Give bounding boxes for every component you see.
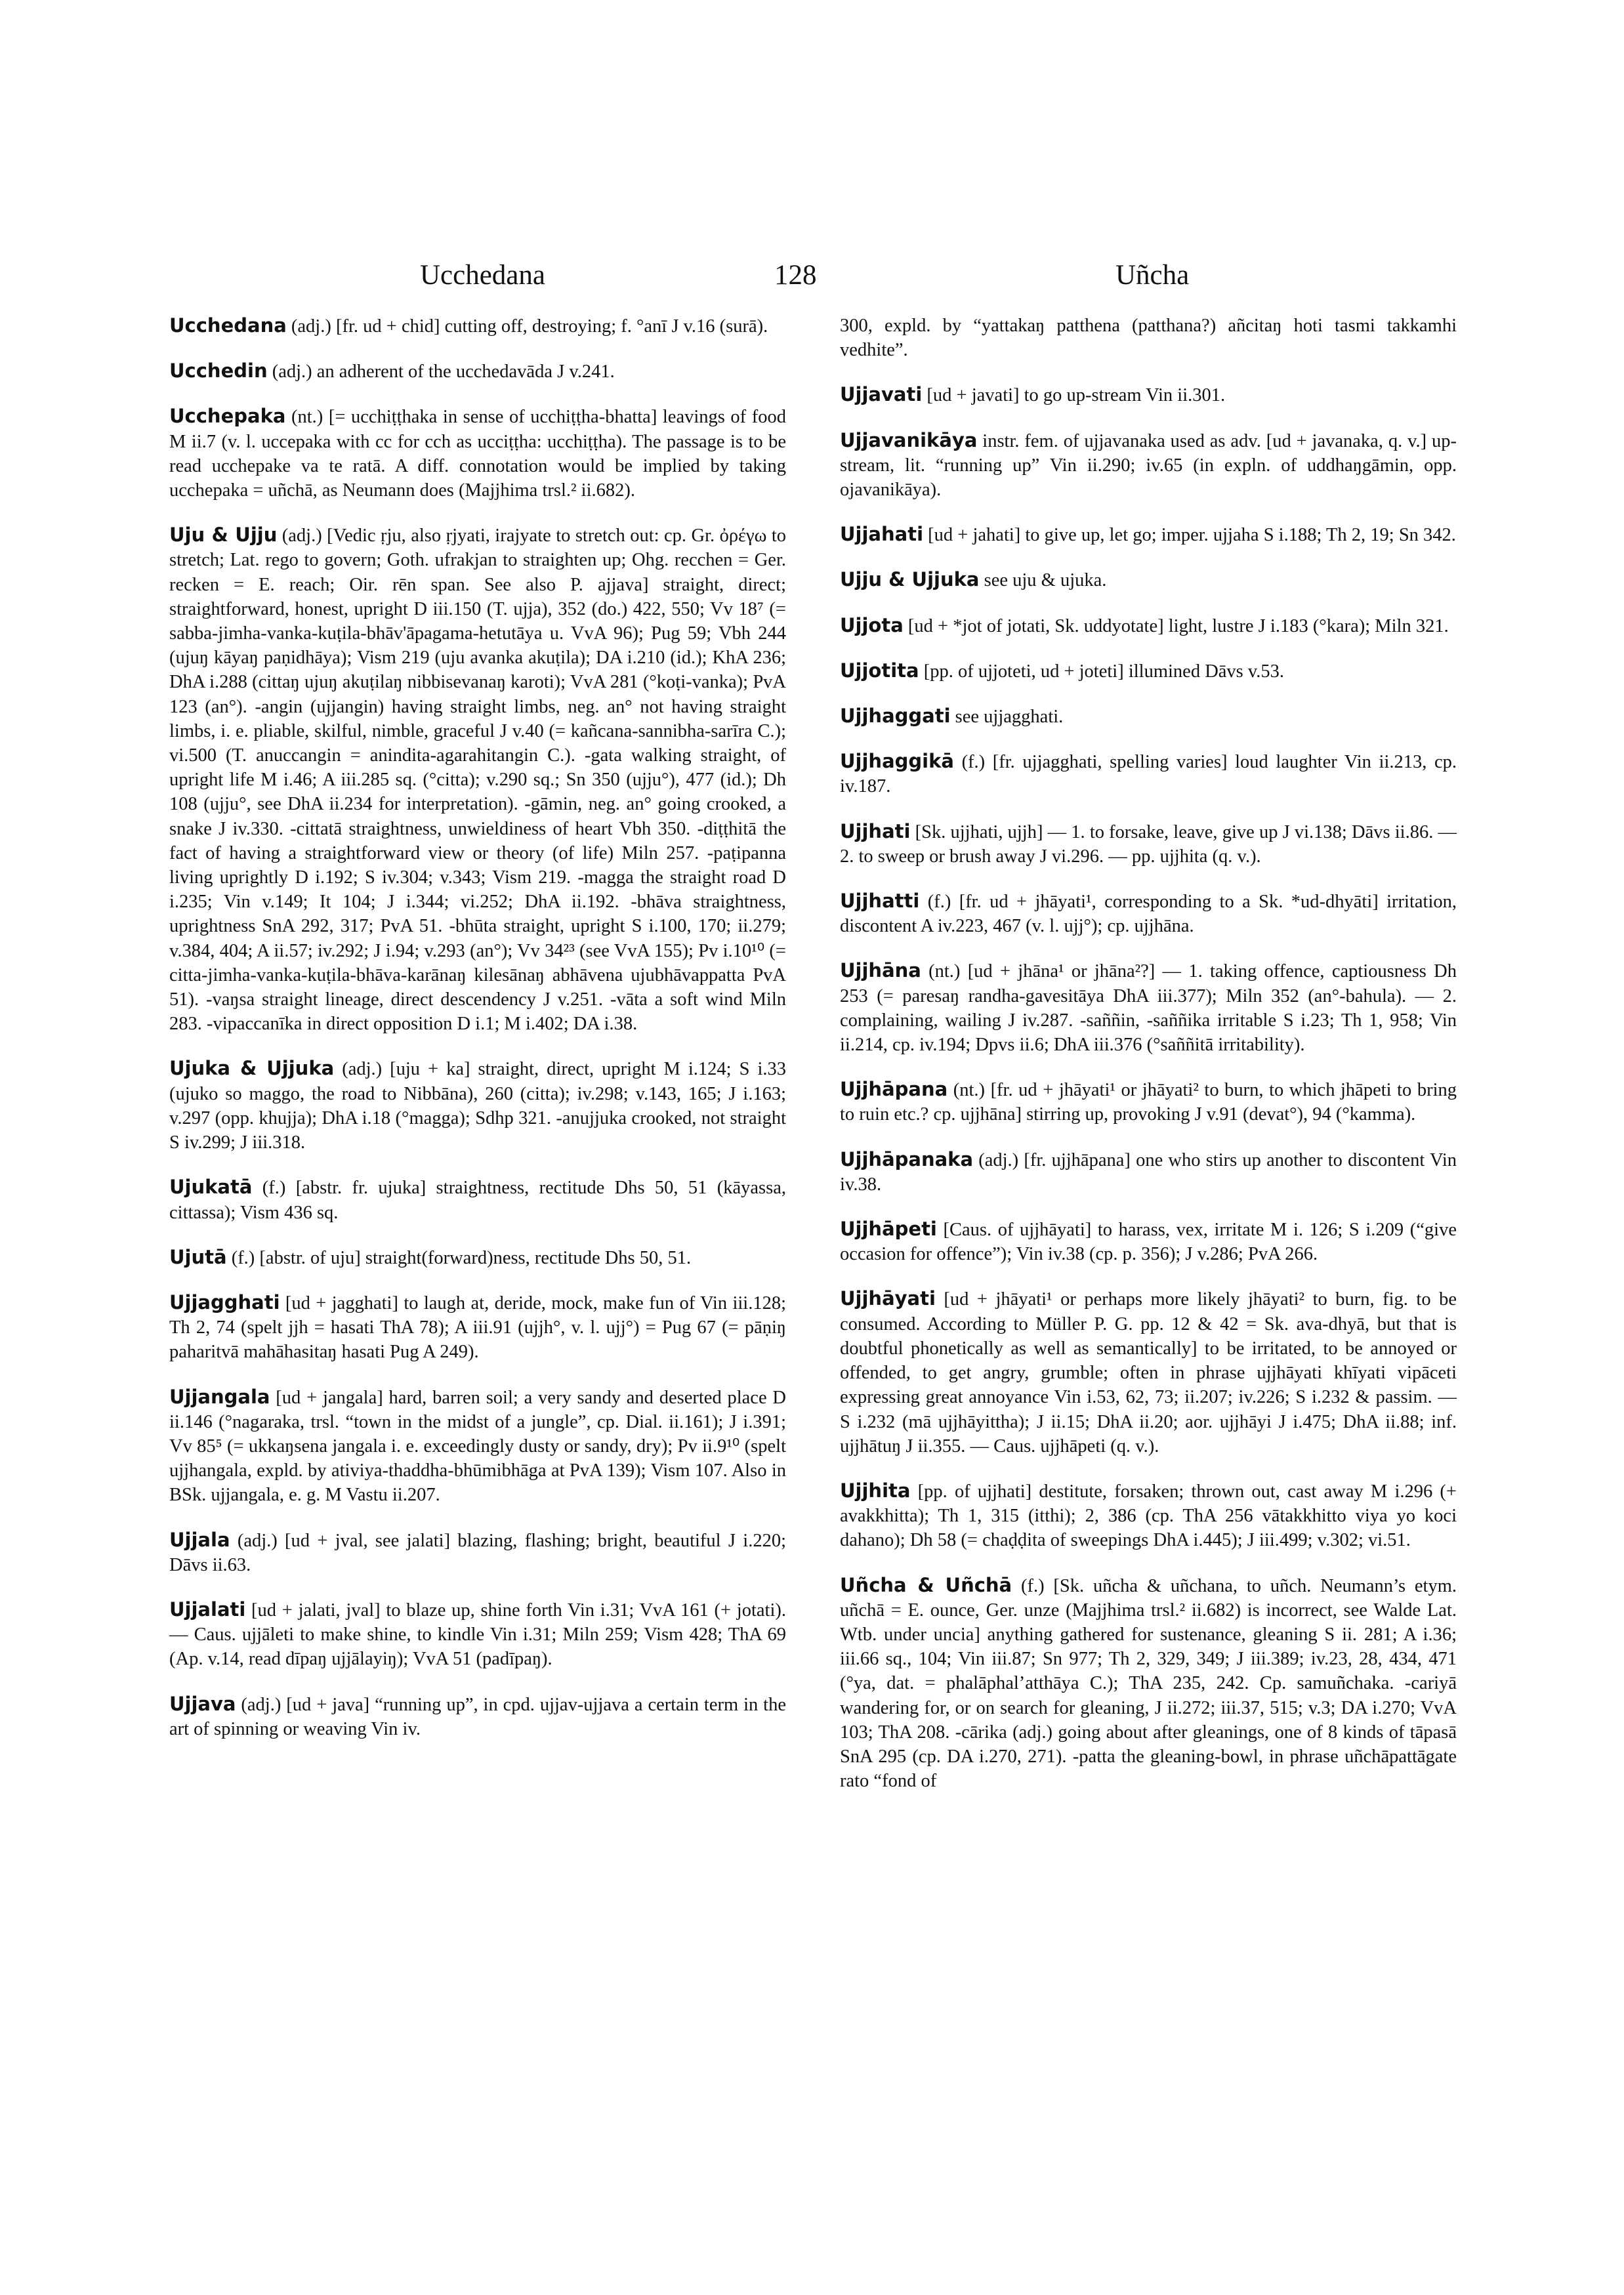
entry <box>840 959 1457 1057</box>
entry-body: (nt.) [ud + jhāna¹ or jhāna²?] — 1. taking offence, captiousness Dh 253 (= paresaŋ randha-gavesitāya DhA iii.377); Miln 352 (an°-bahula). — 2. complaining, wailing J iv.287. -saññin, -saññika irritable S i.23; Th 1, 958; Vin ii.214, cp. iv.194; Dpvs ii.6; DhA iii.376 (°saññitā irritability). <box>840 961 1457 1056</box>
entry <box>840 704 1457 729</box>
entry <box>169 1692 786 1741</box>
headword: Ujjhāpeti <box>840 1218 937 1241</box>
headword: Ujukatā <box>169 1176 253 1199</box>
entry-body: [ud + jahati] to give up, let go; imper. ujjaha S i.188; Th 2, 19; Sn 342. <box>923 525 1456 546</box>
headword: Ujjota <box>840 613 904 636</box>
headword: Ujjhatti <box>840 890 920 913</box>
entry-body: (nt.) [= ucchiṭṭhaka in sense of ucchiṭṭha-bhatta] leavings of food M ii.7 (v. l. uccepaka with cc for cch as ucciṭṭha: ucchiṭṭha). The passage is to be read ucchepake va te ratā. A diff. connotation would be implied by taking ucchepaka = uñchā, as Neumann does (Majjhima trsl.² ii.682). <box>169 407 786 501</box>
entry-body: (f.) [fr. ujjagghati, spelling varies] loud laughter Vin ii.213, cp. iv.187. <box>840 752 1457 797</box>
entry-continuation <box>840 314 1457 362</box>
entry-body: (adj.) [ud + jval, see jalati] blazing, flashing; bright, beautiful J i.220; Dāvs ii.63. <box>169 1530 786 1575</box>
entry <box>840 613 1457 638</box>
entry <box>169 1598 786 1672</box>
headword: Ujjavati <box>840 383 923 406</box>
entry <box>169 523 786 1036</box>
headword: Ujjagghati <box>169 1291 280 1313</box>
running-head-left: Ucchedana <box>420 260 545 291</box>
entry <box>840 428 1457 503</box>
entry-body: (f.) [Sk. uñcha & uñchana, to uñch. Neumann’s etym. uñchā = E. ounce, Ger. unze (Majjhima trsl.² ii.682) is incorrect, see Walde Lat. Wtb. under uncia] anything gathered for sustenance, gleaning S ii. 281; A i.36; iii.66 sq., 104; Vin iii.87; Sn 977; Th 2, 329, 349; J iii.389; iv.23, 28, 434, 471 (°ya, dat. = phalāphal’atthāya C.); ThA 235, 242. Cp. samuñchaka. -cariyā wandering for, or on search for gleaning, J ii.272; iii.37, 515; v.3; DA i.270; VvA 103; ThA 208. -cārika (adj.) going about after gleanings, one of 8 kinds of tāpasā SnA 295 (cp. DA i.270, 271). -patta the gleaning-bowl, in phrase uñchāpattāgate rato “fond of <box>840 1575 1457 1792</box>
entry-body: [Caus. of ujjhāyati] to harass, vex, irritate M i. 126; S i.209 (“give occasion for offence”); Vin iv.38 (cp. p. 356); J v.286; PvA 266. <box>840 1220 1457 1265</box>
entry <box>840 1077 1457 1127</box>
entry <box>840 382 1457 407</box>
headword: Uju & Ujju <box>169 524 278 547</box>
entry <box>169 1291 786 1365</box>
entry <box>840 1217 1457 1266</box>
entry-body: [pp. of ujjhati] destitute, forsaken; thrown out, cast away M i.296 (+ avakkhitta); Th 1, 315 (itthi); 2, 386 (cp. ThA 256 vātakkhitto viya yo koci dahano); Dh 58 (= chaḍḍita of sweepings DhA i.445); J iii.499; v.302; vi.51. <box>840 1481 1457 1551</box>
entry-body: (f.) [abstr. fr. ujuka] straightness, rectitude Dhs 50, 51 (kāyassa, cittassa); Vism 436 sq. <box>169 1178 786 1223</box>
entry-body: (f.) [fr. ud + jhāyati¹, corresponding to a Sk. *ud-dhyāti] irritation, discontent A iv.223, 467 (v. l. ujj°); cp. ujjhāna. <box>840 892 1457 937</box>
entry <box>169 1056 786 1155</box>
headword: Ujjala <box>169 1528 230 1551</box>
entry-body: [ud + jhāyati¹ or perhaps more likely jhāyati² to burn, fig. to be consumed. According to Müller P. G. pp. 12 & 42 = Sk. ava-dhyā, but that is doubtful phonetically as well as semantically] to be irritated, to be annoyed or offended, to get angry, grumble; often in phrase ujjhāyati khīyati vipāceti expressing great annoyance Vin i.53, 62, 73; ii.207; iv.226; S i.232 & passim. — S i.232 (mā ujjhāyittha); J ii.15; DhA ii.20; aor. ujjhāyi J i.475; DhA ii.88; inf. ujjhātuŋ J ii.355. — Caus. ujjhāpeti (q. v.). <box>840 1289 1457 1457</box>
entry-body: (f.) [abstr. of uju] straight(forward)ness, rectitude Dhs 50, 51. <box>226 1247 692 1268</box>
entry <box>840 749 1457 798</box>
entry-body: (adj.) [uju + ka] straight, direct, upright M i.124; S i.33 (ujuko so maggo, the road to Nibbāna), 260 (citta); iv.298; v.143, 165; J i.163; v.297 (opp. khujja); DhA i.18 (°magga); Sdhp 321. -anujjuka crooked, not straight S iv.299; J iii.318. <box>169 1059 787 1153</box>
headword: Ujju & Ujjuka <box>840 568 980 591</box>
entry <box>840 1479 1457 1553</box>
entry-body: [ud + jagghati] to laugh at, deride, mock, make fun of Vin iii.128; Th 2, 74 (spelt jjh = hasati ThA 78); A iii.91 (ujjh°, v. l. ujj°) = Pug 67 (= pāṇiŋ paharitvā mahāhasitaŋ hasati Pug A 249). <box>169 1292 786 1363</box>
headword: Ujjavanikāya <box>840 428 978 451</box>
entry-body: [pp. of ujjoteti, ud + joteti] illumined Dāvs v.53. <box>919 661 1285 682</box>
entry-body: (adj.) [ud + java] “running up”, in cpd. ujjav-ujjava a certain term in the art of spinning or weaving Vin iv. <box>169 1694 786 1739</box>
entry <box>169 1528 786 1577</box>
entry-body: [Sk. ujjhati, ujjh] — 1. to forsake, leave, give up J vi.138; Dāvs ii.86. — 2. to sweep or brush away J vi.296. — pp. ujjhita (q. v.). <box>840 821 1457 867</box>
headword: Ujjhaggikā <box>840 750 954 773</box>
headword: Ujjahati <box>840 523 924 546</box>
entry <box>840 1148 1457 1197</box>
entry <box>169 1175 786 1224</box>
entry-body: see ujjagghati. <box>950 707 1064 728</box>
headword: Ucchedana <box>169 314 287 337</box>
page-number: 128 <box>774 260 817 291</box>
entry-body: instr. fem. of ujjavanaka used as adv. [ud + javanaka, q. v.] up-stream, lit. “running up” Vin ii.290; iv.65 (in expln. of uddhaŋgāmin, opp. ojavanikāya). <box>840 430 1457 501</box>
headword: Ujjava <box>169 1692 236 1715</box>
entry <box>169 1385 786 1508</box>
entry <box>840 889 1457 938</box>
headword: Ujjhāyati <box>840 1287 936 1310</box>
headword: Ujjalati <box>169 1598 246 1621</box>
entry-body: (adj.) [Vedic ṛju, also ṛjyati, irajyate to stretch out: cp. Gr. ὀρέγω to stretch; Lat. rego to govern; Goth. ufrakjan to straighten up; Ohg. recchen = Ger. recken = E. reach; Oir. rēn span. See also P. ajjava] straight, direct; straightforward, honest, upright D iii.150 (T. ujja), 352 (do.) 422, 550; Vv 18⁷ (= sabba-jimha-vanka-kuṭila-bhāv'āpagama-hetutāya u. VvA 96); Pug 59; Vbh 244 (ujuŋ kāyaŋ paṇidhāya); Vism 219 (uju avanka akuṭila); DA i.210 (id.); KhA 236; DhA i.288 (cittaŋ ujuŋ akuṭilaŋ nibbisevanaŋ karoti); VvA 281 (°koṭi-vanka); PvA 123 (an°). -angin (ujjangin) having straight limbs, neg. an° not having straight limbs, i. e. pliable, skilful, nimble, graceful J v.40 (= kañcana-sannibha-sarīra C.); vi.500 (T. anuccangin = anindita-agarahitangin C.). -gata walking straight, of upright life M i.46; A iii.285 sq. (°citta); v.290 sq.; Sn 350 (ujju°), 477 (id.); Dh 108 (ujju°, see DhA ii.234 for interpretation). -gāmin, neg. an° going crooked, a snake J iv.330. -cittatā straightness, unwieldiness of heart Vbh 350. -diṭṭhitā the fact of having a straightforward view or theory (of life) Miln 257. -paṭipanna living uprightly D i.192; S iv.304; v.343; Vism 219. -magga the straight road D i.235; Vin v.149; It 104; J i.344; vi.252; DhA ii.192. -bhāva straightness, uprightness SnA 292, 317; PvA 51. -bhūta straight, upright S i.100, 170; ii.279; v.384, 404; A ii.57; iv.292; J i.94; v.293 (an°); Vv 34²³ (see VvA 155); Pv i.10¹⁰ (= citta-jimha-vanka-kuṭila-bhāva-karānaŋ kilesānaŋ abhāvena ujubhāvappatta PvA 51). -vaŋsa straight lineage, direct descendency J v.251. -vāta a soft wind Miln 283. -vipaccanīka in direct opposition D i.1; M i.402; DA i.38. <box>169 526 786 1035</box>
headword: Ujjotita <box>840 659 919 682</box>
headword: Ujjhāpanaka <box>840 1148 974 1170</box>
left-column <box>169 314 786 1762</box>
entry-body: (adj.) an adherent of the ucchedavāda J v.241. <box>267 362 615 382</box>
headword: Ujjhāpana <box>840 1078 948 1101</box>
entry <box>840 1573 1457 1794</box>
entry-body: (adj.) [fr. ud + chid] cutting off, destroying; f. °anī J v.16 (surā). <box>286 316 768 337</box>
headword: Ucchedin <box>169 360 268 382</box>
entry <box>840 659 1457 684</box>
entry-body: [ud + javati] to go up-stream Vin ii.301. <box>922 385 1226 406</box>
entry-body: (adj.) [fr. ujjhāpana] one who stirs up another to discontent Vin iv.38. <box>840 1149 1457 1195</box>
headword: Ujjhaggati <box>840 705 951 728</box>
headword: Ujjhāna <box>840 959 921 982</box>
entry <box>840 568 1457 592</box>
entry-body: [ud + jalati, jval] to blaze up, shine forth Vin i.31; VvA 161 (+ jotati). — Caus. ujjāleti to make shine, to kindle Vin i.31; Miln 259; Vism 428; ThA 69 (Ap. v.14, read dīpaŋ ujjālayiŋ); VvA 51 (padīpaŋ). <box>169 1600 786 1670</box>
entry <box>840 1287 1457 1458</box>
entry-body: see uju & ujuka. <box>979 570 1107 591</box>
running-head-right: Uñcha <box>1115 260 1190 291</box>
headword: Ujuka & Ujjuka <box>169 1057 335 1080</box>
headword: Ujjangala <box>169 1385 270 1408</box>
entry-body: (nt.) [fr. ud + jhāyati¹ or jhāyati² to burn, to which jhāpeti to bring to ruin etc.? cp. ujjhāna] stirring up, provoking J v.91 (devat°), 94 (°kamma). <box>840 1080 1457 1125</box>
headword: Ujutā <box>169 1245 227 1268</box>
entry <box>169 404 786 503</box>
entry <box>169 359 786 384</box>
entry <box>169 314 786 339</box>
entry <box>840 522 1457 547</box>
headword: Uñcha & Uñchā <box>840 1573 1012 1596</box>
headword: Ujjhita <box>840 1479 911 1502</box>
headword: Ujjhati <box>840 819 911 842</box>
headword: Ucchepaka <box>169 405 286 428</box>
entry <box>840 819 1457 869</box>
entry-body: [ud + jangala] hard, barren soil; a very sandy and deserted place D ii.146 (°nagaraka, trsl. “town in the midst of a jungle”, cp. Dial. ii.161); J i.391; Vv 85⁵ (= ukkaŋsena jangala i. e. exceedingly dusty or sandy, dry); Pv ii.9¹⁰ (spelt ujjhangala, expld. by ativiya-thaddha-bhūmibhāga at PvA 139); Vism 107. Also in BSk. ujjangala, e. g. M Vastu ii.207. <box>169 1387 786 1506</box>
entry-body: [ud + *jot of jotati, Sk. uddyotate] light, lustre J i.183 (°kara); Miln 321. <box>903 615 1449 636</box>
right-column <box>840 314 1457 1813</box>
entry <box>169 1245 786 1270</box>
entry-body: 300, expld. by “yattakaŋ patthena (patthana?) añcitaŋ hoti tasmi takkamhi vedhite”. <box>840 316 1457 361</box>
